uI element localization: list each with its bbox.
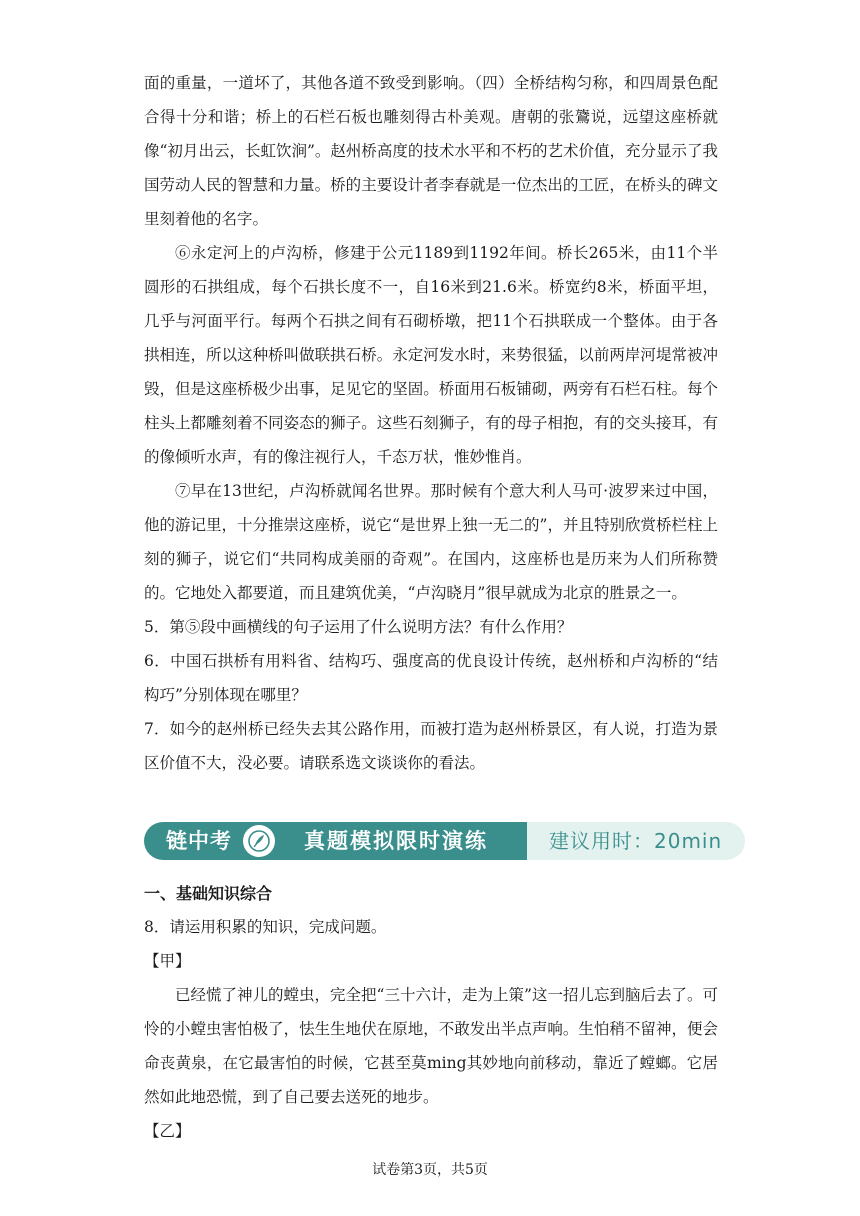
question-5: 5．第⑤段中画横线的句子运用了什么说明方法？有什么作用？ xyxy=(144,618,573,636)
question-6: 6．中国石拱桥有用料省、结构巧、强度高的优良设计传统，赵州桥和卢沟桥的“结构巧”分别体现在哪里？ xyxy=(144,652,718,704)
page-footer: 试卷第3页，共5页 xyxy=(372,1162,488,1178)
banner-left-band xyxy=(144,822,527,860)
section-heading: 一、基础知识综合 xyxy=(144,884,273,903)
banner-right-band xyxy=(527,822,745,860)
question-7: 7．如今的赵州桥已经失去其公路作用，而被打造为赵州桥景区，有人说，打造为景区价值不大，没必要。请联系选文谈谈你的看法。 xyxy=(144,720,718,772)
section-banner xyxy=(144,822,745,860)
excerpt-label-jia: 【甲】 xyxy=(144,952,191,970)
excerpt-label-yi: 【乙】 xyxy=(144,1122,191,1140)
quill-emblem-icon xyxy=(243,825,275,857)
passage-paragraph-6: ⑥永定河上的卢沟桥，修建于公元1189到1192年间。桥长265米，由11个半圆形的石拱组成，每个石拱长度不一，自16米到21.6米。桥宽约8米，桥面平坦，几乎与河面平行。每两个石拱之间有石砌桥墩，把11个石拱联成一个整体。由于各拱相连，所以这种桥叫做联拱石桥。永定河发水时，来势很猛，以前两岸河堤常被冲毁，但是这座桥极少出事，足见它的坚固。桥面用石板铺砌，两旁有石栏石柱。每个柱头上都雕刻着不同姿态的狮子。这些石刻狮子，有的母子相抱，有的交头接耳，有的像倾听水声，有的像注视行人，千态万状，惟妙惟肖。 xyxy=(144,244,718,466)
passage-paragraph-5-continued: 面的重量，一道坏了，其他各道不致受到影响。（四）全桥结构匀称，和四周景色配合得十分和谐；桥上的石栏石板也雕刻得古朴美观。唐朝的张鷟说，远望这座桥就像“初月出云，长虹饮涧”。赵州桥高度的技术水平和不朽的艺术价值，充分显示了我国劳动人民的智慧和力量。桥的主要设计者李春就是一位杰出的工匠，在桥头的碑文里刻着他的名字。 xyxy=(144,74,718,228)
banner-title: 真题模拟限时演练 xyxy=(304,829,488,853)
question-8: 8．请运用积累的知识，完成问题。 xyxy=(144,918,387,936)
excerpt-jia-text: 已经慌了神儿的螳虫，完全把“三十六计，走为上策”这一招儿忘到脑后去了。可怜的小螳虫害怕极了，怯生生地伏在原地，不敢发出半点声响。生怕稍不留神，便会命丧黄泉，在它最害怕的时候，它甚至莫ming其妙地向前移动，靠近了螳螂。它居然如此地恐慌，到了自己要去送死的地步。 xyxy=(144,986,718,1106)
suggested-time: 建议用时：20min xyxy=(549,829,723,853)
passage-paragraph-7: ⑦早在13世纪，卢沟桥就闻名世界。那时候有个意大利人马可·波罗来过中国，他的游记里，十分推崇这座桥，说它“是世界上独一无二的”，并且特别欣赏桥栏柱上刻的狮子，说它们“共同构成美丽的奇观”。在国内，这座桥也是历来为人们所称赞的。它地处入都要道，而且建筑优美，“卢沟晓月”很早就成为北京的胜景之一。 xyxy=(144,482,718,602)
banner-tag: 链中考 xyxy=(166,829,232,853)
